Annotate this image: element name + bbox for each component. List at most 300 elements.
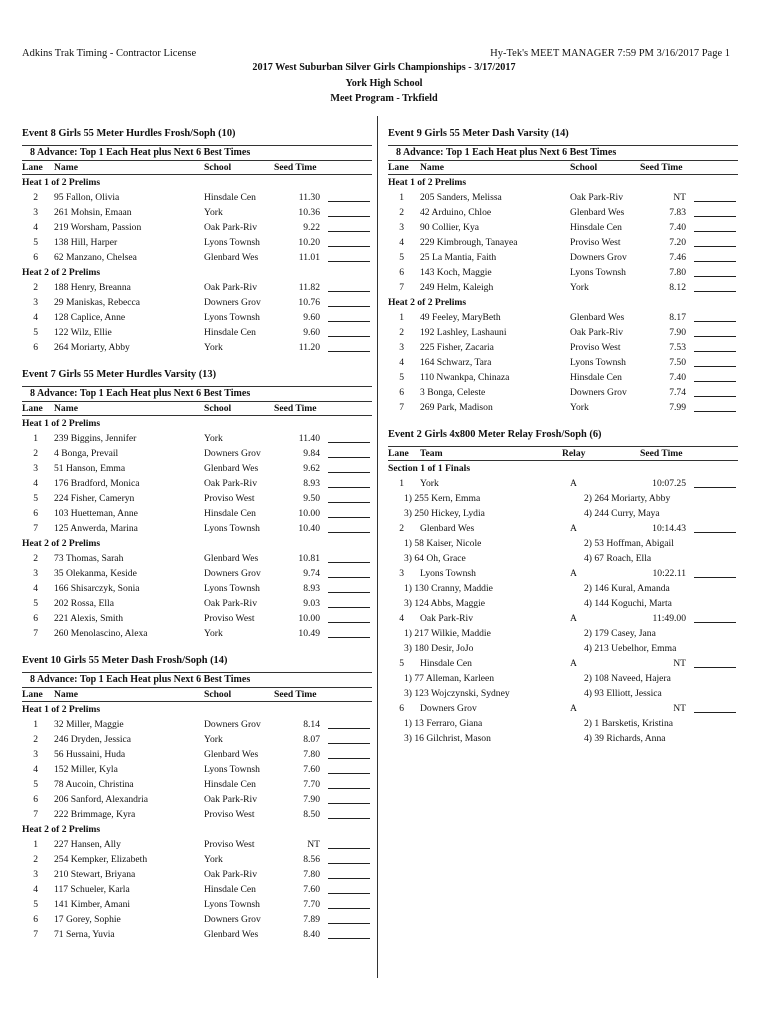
- seed-time: 10.40: [298, 523, 320, 534]
- school-name: York: [204, 433, 223, 444]
- result-blank: [328, 626, 370, 638]
- seed-time: 11.20: [298, 342, 320, 353]
- name-header: Name: [54, 689, 78, 700]
- seed-header: Seed Time: [274, 403, 317, 414]
- school-header: School: [570, 162, 598, 173]
- result-blank: [328, 837, 370, 849]
- entry-row: [22, 461, 372, 476]
- lane-number: 6: [33, 508, 38, 519]
- entry-row: [388, 340, 738, 355]
- runner-3: 3) 250 Hickey, Lydia: [404, 508, 485, 519]
- result-blank: [328, 431, 370, 443]
- entry-row: [388, 235, 738, 250]
- school-name: Oak Park-Riv: [204, 222, 258, 233]
- team-name: York: [420, 478, 439, 489]
- team-header: Team: [420, 448, 443, 459]
- entry-row: [388, 280, 738, 295]
- heat-label: Heat 2 of 2 Prelims: [22, 538, 101, 549]
- seed-time: 10.00: [298, 613, 320, 624]
- runner-3: 3) 16 Gilchrist, Mason: [404, 733, 491, 744]
- relay-runners-row: [388, 716, 738, 731]
- lane-number: 6: [33, 252, 38, 263]
- lane-number: 2: [399, 207, 404, 218]
- lane-number: 4: [33, 222, 38, 233]
- result-blank: [328, 792, 370, 804]
- seed-time: 7.99: [669, 402, 686, 413]
- seed-time: 10:14.43: [652, 523, 686, 534]
- runner-2: 2) 179 Casey, Jana: [584, 628, 656, 639]
- entry-row: [22, 611, 372, 626]
- athlete-name: 25 La Mantia, Faith: [420, 252, 497, 263]
- seed-time: 7.70: [303, 899, 320, 910]
- school-name: Downers Grov: [204, 297, 261, 308]
- heat-label: Heat 2 of 2 Prelims: [22, 267, 101, 278]
- column-header: [22, 687, 372, 702]
- lane-number: 3: [399, 342, 404, 353]
- school-name: Proviso West: [570, 342, 621, 353]
- lane-number: 7: [399, 282, 404, 293]
- school-name: Glenbard Wes: [204, 252, 259, 263]
- seed-time: 9.60: [303, 312, 320, 323]
- seed-time: 11.40: [298, 433, 320, 444]
- entry-row: [388, 265, 738, 280]
- school-name: Hinsdale Cen: [204, 327, 256, 338]
- athlete-name: 62 Manzano, Chelsea: [54, 252, 137, 263]
- heat-label: Heat 1 of 2 Prelims: [22, 418, 101, 429]
- school-name: Hinsdale Cen: [204, 779, 256, 790]
- lane-number: 1: [399, 192, 404, 203]
- entry-row: [22, 717, 372, 732]
- runner-2: 2) 53 Hoffman, Abigail: [584, 538, 674, 549]
- event-title: Event 2 Girls 4x800 Meter Relay Frosh/Soph (6): [388, 429, 602, 440]
- entry-row: [22, 732, 372, 747]
- athlete-name: 192 Lashley, Lashauni: [420, 327, 507, 338]
- result-blank: [694, 250, 736, 262]
- school-name: York: [570, 402, 589, 413]
- program-title: Meet Program - Trkfield: [330, 93, 438, 104]
- lane-header: Lane: [22, 403, 43, 414]
- result-blank: [328, 491, 370, 503]
- athlete-name: 35 Olekanma, Keside: [54, 568, 137, 579]
- athlete-name: 222 Brimmage, Kyra: [54, 809, 136, 820]
- result-blank: [328, 220, 370, 232]
- athlete-name: 125 Anwerda, Marina: [54, 523, 138, 534]
- seed-time: 8.93: [303, 478, 320, 489]
- lane-number: 3: [33, 207, 38, 218]
- result-blank: [328, 777, 370, 789]
- school-name: Downers Grov: [570, 252, 627, 263]
- athlete-name: 32 Miller, Maggie: [54, 719, 124, 730]
- result-blank: [328, 927, 370, 939]
- name-header: Name: [54, 403, 78, 414]
- lane-number: 3: [33, 463, 38, 474]
- school-name: Downers Grov: [204, 448, 261, 459]
- seed-time: 10:22.11: [652, 568, 686, 579]
- entry-row: [22, 792, 372, 807]
- lane-number: 1: [33, 839, 38, 850]
- entry-row: [22, 491, 372, 506]
- athlete-name: 188 Henry, Breanna: [54, 282, 131, 293]
- lane-number: 6: [399, 267, 404, 278]
- seed-header: Seed Time: [640, 162, 683, 173]
- school-name: Oak Park-Riv: [204, 282, 258, 293]
- athlete-name: 166 Shisarczyk, Sonia: [54, 583, 140, 594]
- event-block: [22, 127, 372, 355]
- seed-time: 7.40: [669, 222, 686, 233]
- school-name: Lyons Townsh: [204, 312, 260, 323]
- school-name: York: [570, 282, 589, 293]
- entry-row: [388, 385, 738, 400]
- school-name: Glenbard Wes: [570, 312, 625, 323]
- heat-label: Heat 2 of 2 Prelims: [22, 824, 101, 835]
- result-blank: [694, 325, 736, 337]
- runner-1: 1) 217 Wilkie, Maddie: [404, 628, 491, 639]
- seed-time: 7.60: [303, 884, 320, 895]
- school-name: Glenbard Wes: [570, 207, 625, 218]
- entry-row: [22, 837, 372, 852]
- advance-rule: 8 Advance: Top 1 Each Heat plus Next 6 Best Times: [388, 145, 738, 160]
- school-name: Hinsdale Cen: [570, 372, 622, 383]
- relay-runners-row: [388, 686, 738, 701]
- name-header: Name: [420, 162, 444, 173]
- athlete-name: 141 Kimber, Amani: [54, 899, 131, 910]
- meet-venue: York High School: [345, 78, 423, 89]
- athlete-name: 51 Hanson, Emma: [54, 463, 126, 474]
- lane-number: 5: [33, 598, 38, 609]
- event-title: Event 8 Girls 55 Meter Hurdles Frosh/Soph (10): [22, 128, 236, 139]
- lane-header: Lane: [388, 162, 409, 173]
- entry-row: [22, 867, 372, 882]
- athlete-name: 221 Alexis, Smith: [54, 613, 124, 624]
- lane-number: 4: [33, 478, 38, 489]
- athlete-name: 219 Worsham, Passion: [54, 222, 142, 233]
- seed-header: Seed Time: [640, 448, 683, 459]
- relay-runners-row: [388, 671, 738, 686]
- school-name: Lyons Townsh: [570, 357, 626, 368]
- heat-label: Heat 1 of 2 Prelims: [22, 177, 101, 188]
- school-name: Glenbard Wes: [204, 463, 259, 474]
- result-blank: [328, 506, 370, 518]
- seed-time: 10.76: [298, 297, 320, 308]
- athlete-name: 143 Koch, Maggie: [420, 267, 492, 278]
- advance-rule: 8 Advance: Top 1 Each Heat plus Next 6 Best Times: [22, 386, 372, 401]
- seed-time: 9.22: [303, 222, 320, 233]
- relay-runners-row: [388, 596, 738, 611]
- seed-time: 8.56: [303, 854, 320, 865]
- runner-4: 4) 93 Elliott, Jessica: [584, 688, 662, 699]
- lane-number: 7: [33, 523, 38, 534]
- result-blank: [328, 882, 370, 894]
- seed-time: 9.03: [303, 598, 320, 609]
- lane-number: 6: [33, 613, 38, 624]
- seed-time: 10.36: [298, 207, 320, 218]
- athlete-name: 17 Gorey, Sophie: [54, 914, 121, 925]
- seed-time: 8.50: [303, 809, 320, 820]
- seed-time: NT: [673, 703, 686, 714]
- seed-time: 8.14: [303, 719, 320, 730]
- school-name: Downers Grov: [204, 914, 261, 925]
- athlete-name: 269 Park, Madison: [420, 402, 493, 413]
- athlete-name: 4 Bonga, Prevail: [54, 448, 119, 459]
- heat-label: Heat 2 of 2 Prelims: [388, 297, 467, 308]
- school-name: Proviso West: [204, 839, 255, 850]
- entry-row: [22, 551, 372, 566]
- school-name: York: [204, 734, 223, 745]
- school-name: Hinsdale Cen: [204, 192, 256, 203]
- lane-number: 6: [33, 914, 38, 925]
- result-blank: [328, 295, 370, 307]
- lane-number: 4: [33, 583, 38, 594]
- license-text: Adkins Trak Timing - Contractor License: [22, 48, 197, 59]
- result-blank: [328, 461, 370, 473]
- school-name: Downers Grov: [204, 719, 261, 730]
- lane-number: 3: [33, 297, 38, 308]
- school-name: Proviso West: [570, 237, 621, 248]
- school-name: Glenbard Wes: [204, 929, 259, 940]
- seed-time: 7.40: [669, 372, 686, 383]
- lane-number: 3: [399, 222, 404, 233]
- runner-1: 1) 255 Kern, Emma: [404, 493, 481, 504]
- school-name: Downers Grov: [570, 387, 627, 398]
- event-block: [22, 654, 372, 942]
- runner-2: 2) 1 Barsketis, Kristina: [584, 718, 673, 729]
- athlete-name: 224 Fisher, Cameryn: [54, 493, 135, 504]
- athlete-name: 49 Feeley, MaryBeth: [420, 312, 501, 323]
- entry-row: [22, 446, 372, 461]
- lane-number: 2: [399, 327, 404, 338]
- school-name: Oak Park-Riv: [204, 598, 258, 609]
- entry-row: [22, 295, 372, 310]
- athlete-name: 78 Aucoin, Christina: [54, 779, 134, 790]
- meet-title: 2017 West Suburban Silver Girls Championships - 3/17/2017: [252, 62, 516, 73]
- relay-runners-row: [388, 581, 738, 596]
- lane-number: 2: [33, 282, 38, 293]
- event-block: [22, 368, 372, 641]
- result-blank: [328, 732, 370, 744]
- entry-row: [22, 325, 372, 340]
- entry-row: [388, 370, 738, 385]
- school-name: York: [204, 854, 223, 865]
- school-name: Oak Park-Riv: [204, 869, 258, 880]
- result-blank: [328, 250, 370, 262]
- entry-row: [22, 777, 372, 792]
- school-name: Lyons Townsh: [204, 899, 260, 910]
- seed-time: 8.93: [303, 583, 320, 594]
- athlete-name: 138 Hill, Harper: [54, 237, 118, 248]
- result-blank: [328, 762, 370, 774]
- result-blank: [694, 611, 736, 623]
- relay-team-row: [388, 476, 738, 491]
- result-blank: [328, 912, 370, 924]
- athlete-name: 227 Hansen, Ally: [54, 839, 121, 850]
- entry-row: [22, 762, 372, 777]
- team-name: Lyons Townsh: [420, 568, 476, 579]
- entry-row: [22, 220, 372, 235]
- lane-number: 2: [33, 192, 38, 203]
- left-column: [22, 124, 372, 942]
- relay-header: Relay: [562, 448, 586, 459]
- relay-letter: A: [570, 568, 577, 579]
- result-blank: [694, 280, 736, 292]
- lane-header: Lane: [22, 689, 43, 700]
- runner-4: 4) 67 Roach, Ella: [584, 553, 652, 564]
- right-column: [388, 124, 738, 746]
- seed-time: 8.12: [669, 282, 686, 293]
- event-title: Event 9 Girls 55 Meter Dash Varsity (14): [388, 128, 569, 139]
- athlete-name: 103 Huetteman, Anne: [54, 508, 138, 519]
- runner-4: 4) 244 Curry, Maya: [584, 508, 660, 519]
- entry-row: [22, 250, 372, 265]
- lane-number: 6: [33, 794, 38, 805]
- school-name: Proviso West: [204, 613, 255, 624]
- entry-row: [22, 235, 372, 250]
- seed-time: 8.40: [303, 929, 320, 940]
- lane-number: 2: [399, 523, 404, 534]
- relay-runners-row: [388, 506, 738, 521]
- entry-row: [22, 190, 372, 205]
- event-title: Event 10 Girls 55 Meter Dash Frosh/Soph (14): [22, 655, 228, 666]
- lane-number: 7: [399, 402, 404, 413]
- seed-time: 7.90: [669, 327, 686, 338]
- lane-number: 2: [33, 448, 38, 459]
- lane-number: 3: [399, 568, 404, 579]
- lane-number: 5: [33, 779, 38, 790]
- athlete-name: 117 Schueler, Karla: [54, 884, 130, 895]
- entry-row: [22, 340, 372, 355]
- seed-time: 11:49.00: [652, 613, 686, 624]
- result-blank: [694, 656, 736, 668]
- lane-number: 5: [399, 658, 404, 669]
- athlete-name: 152 Miller, Kyla: [54, 764, 118, 775]
- entry-row: [22, 747, 372, 762]
- entry-row: [22, 476, 372, 491]
- result-blank: [694, 355, 736, 367]
- seed-time: 7.70: [303, 779, 320, 790]
- relay-runners-row: [388, 626, 738, 641]
- lane-number: 1: [33, 433, 38, 444]
- athlete-name: 210 Stewart, Briyana: [54, 869, 136, 880]
- seed-time: 9.60: [303, 327, 320, 338]
- relay-letter: A: [570, 478, 577, 489]
- relay-letter: A: [570, 658, 577, 669]
- seed-time: 7.80: [669, 267, 686, 278]
- seed-time: NT: [673, 192, 686, 203]
- athlete-name: 42 Arduino, Chloe: [420, 207, 492, 218]
- school-name: Proviso West: [204, 809, 255, 820]
- athlete-name: 225 Fisher, Zacaria: [420, 342, 494, 353]
- result-blank: [328, 235, 370, 247]
- runner-1: 1) 13 Ferraro, Giana: [404, 718, 483, 729]
- school-name: Oak Park-Riv: [570, 327, 624, 338]
- lane-number: 2: [33, 553, 38, 564]
- seed-time: 9.50: [303, 493, 320, 504]
- result-blank: [694, 340, 736, 352]
- entry-row: [22, 506, 372, 521]
- entry-row: [22, 310, 372, 325]
- result-blank: [328, 190, 370, 202]
- lane-number: 5: [33, 237, 38, 248]
- runner-3: 3) 123 Wojczynski, Sydney: [404, 688, 510, 699]
- athlete-name: 229 Kimbrough, Tanayea: [420, 237, 518, 248]
- column-header: [388, 446, 738, 461]
- entry-row: [22, 521, 372, 536]
- entry-row: [22, 912, 372, 927]
- entry-row: [22, 626, 372, 641]
- lane-number: 5: [33, 493, 38, 504]
- result-blank: [328, 747, 370, 759]
- lane-number: 5: [399, 252, 404, 263]
- seed-time: 11.82: [298, 282, 320, 293]
- lane-number: 4: [33, 884, 38, 895]
- result-blank: [694, 310, 736, 322]
- runner-1: 1) 77 Alleman, Karleen: [404, 673, 495, 684]
- school-name: Lyons Townsh: [204, 764, 260, 775]
- school-name: Lyons Townsh: [204, 583, 260, 594]
- relay-letter: A: [570, 613, 577, 624]
- relay-team-row: [388, 656, 738, 671]
- result-blank: [694, 400, 736, 412]
- result-blank: [328, 280, 370, 292]
- athlete-name: 56 Hussaini, Huda: [54, 749, 126, 760]
- result-blank: [694, 220, 736, 232]
- runner-4: 4) 39 Richards, Anna: [584, 733, 666, 744]
- lane-number: 4: [399, 237, 404, 248]
- athlete-name: 3 Bonga, Celeste: [420, 387, 486, 398]
- athlete-name: 261 Mohsin, Emaan: [54, 207, 132, 218]
- advance-rule: 8 Advance: Top 1 Each Heat plus Next 6 Best Times: [22, 145, 372, 160]
- result-blank: [328, 566, 370, 578]
- team-name: Oak Park-Riv: [420, 613, 474, 624]
- advance-rule: 8 Advance: Top 1 Each Heat plus Next 6 Best Times: [22, 672, 372, 687]
- team-name: Downers Grov: [420, 703, 477, 714]
- result-blank: [328, 310, 370, 322]
- relay-letter: A: [570, 523, 577, 534]
- entry-row: [22, 431, 372, 446]
- seed-time: NT: [673, 658, 686, 669]
- athlete-name: 71 Serna, Yuvia: [54, 929, 115, 940]
- result-blank: [328, 807, 370, 819]
- result-blank: [694, 235, 736, 247]
- seed-time: 11.30: [298, 192, 320, 203]
- relay-team-row: [388, 521, 738, 536]
- seed-time: NT: [307, 839, 320, 850]
- result-blank: [694, 566, 736, 578]
- seed-time: 7.74: [669, 387, 686, 398]
- entry-row: [388, 190, 738, 205]
- lane-number: 6: [399, 703, 404, 714]
- result-blank: [694, 701, 736, 713]
- lane-number: 3: [33, 749, 38, 760]
- result-blank: [328, 551, 370, 563]
- school-name: Oak Park-Riv: [204, 478, 258, 489]
- entry-row: [22, 596, 372, 611]
- relay-letter: A: [570, 703, 577, 714]
- event-title: Event 7 Girls 55 Meter Hurdles Varsity (13): [22, 369, 217, 380]
- athlete-name: 95 Fallon, Olivia: [54, 192, 120, 203]
- result-blank: [694, 205, 736, 217]
- relay-team-row: [388, 701, 738, 716]
- lane-number: 4: [33, 764, 38, 775]
- athlete-name: 260 Menolascino, Alexa: [54, 628, 148, 639]
- result-blank: [328, 521, 370, 533]
- school-name: Lyons Townsh: [204, 523, 260, 534]
- lane-header: Lane: [388, 448, 409, 459]
- result-blank: [328, 596, 370, 608]
- athlete-name: 206 Sanford, Alexandria: [54, 794, 149, 805]
- lane-number: 1: [399, 312, 404, 323]
- athlete-name: 249 Helm, Kaleigh: [420, 282, 494, 293]
- runner-3: 3) 124 Abbs, Maggie: [404, 598, 486, 609]
